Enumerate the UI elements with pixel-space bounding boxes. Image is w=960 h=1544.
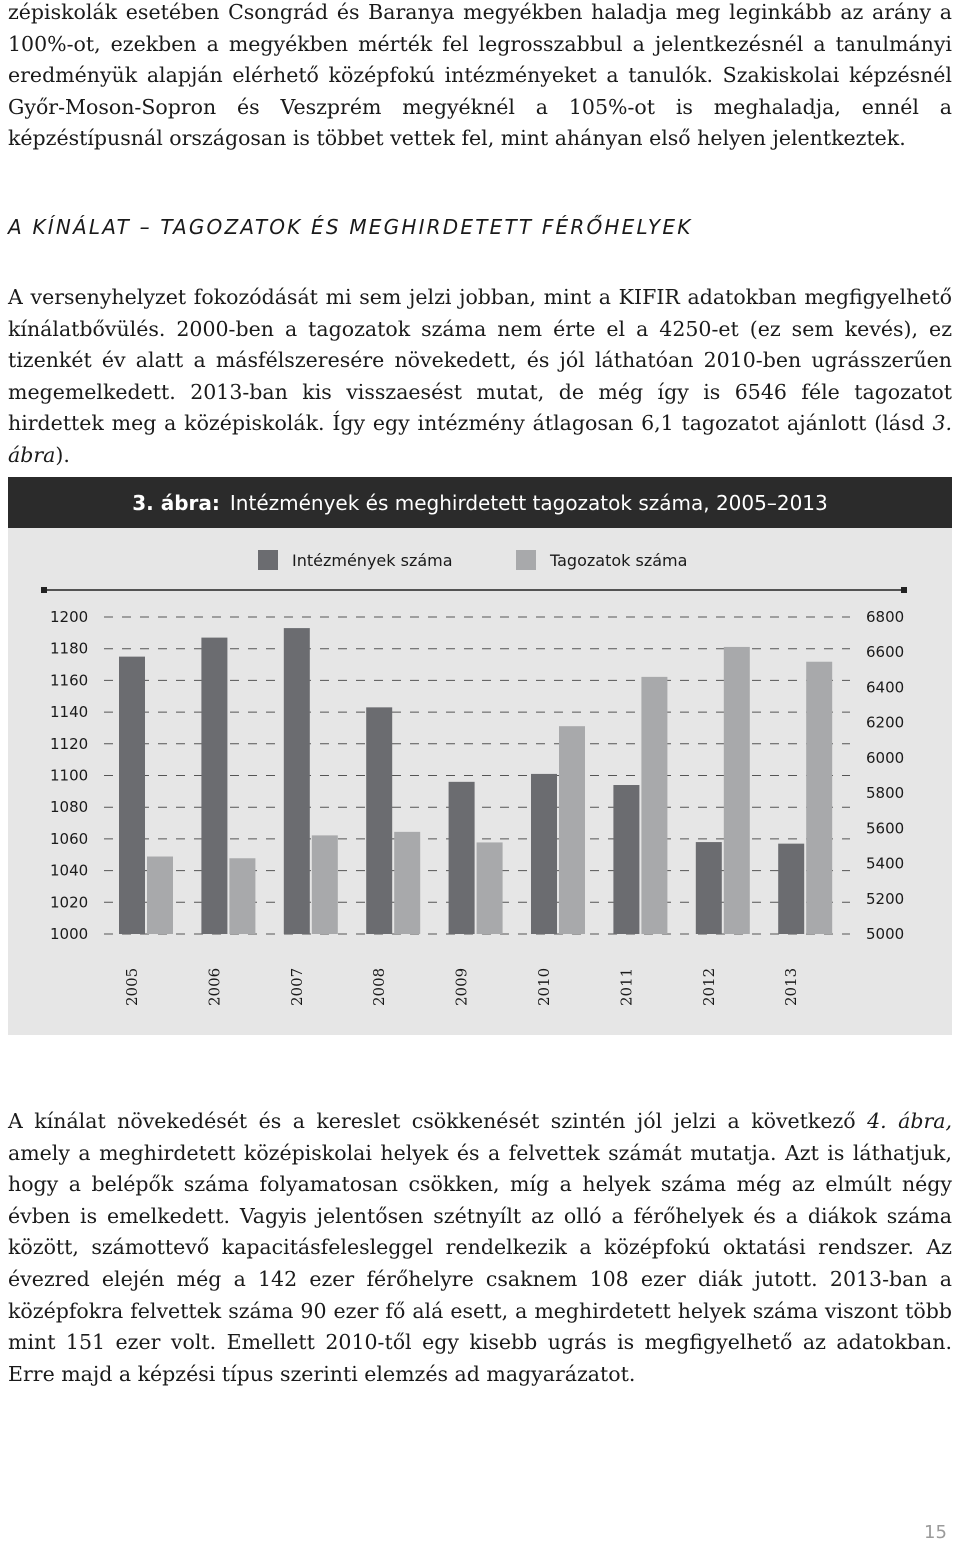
- y-left-tick-7: 1080: [50, 798, 89, 817]
- bar-intezmenyek-2007: [284, 628, 310, 934]
- bar-tagozatok-2009: [477, 842, 503, 934]
- y-left-tick-4: 1140: [50, 703, 89, 722]
- x-tick-2011: 2011: [617, 967, 636, 1006]
- page-number: 15: [924, 1522, 947, 1543]
- bar-intezmenyek-2005: [119, 657, 145, 934]
- figure-number: 3. ábra:: [132, 490, 220, 515]
- y-left-tick-6: 1100: [50, 766, 89, 785]
- legend-label-2: Tagozatok száma: [550, 551, 688, 570]
- y-right-tick-2: 6600: [866, 643, 905, 662]
- bottom-paragraph-text: amely a meghirdetett középiskolai helyek és a felvettek számát mutatja. Azt is láthatjuk, hogy a belépők száma folyamatosan csökken, míg a helyek száma még az elmúlt négy évben is emelkedett. Vagyis jelentősen szétnyílt az olló a férőhelyek és a diákok száma között, számottevő kapacitásfelesleggel rendelkezik a középfokú oktatási rendszer. Az évezred elején még a 142 ezer férőhelyre csaknem 108 ezer diák jutott. 2013-ban a középfokra felvettek száma 90 ezer fő alá esett, a meghirdetett helyek száma viszont több mint 151 ezer volt. Emellett 2010-től egy kisebb ugrás is megfigyelhető az adatokban. Erre majd a képzési típus szerinti elemzés ad magyarázatot.: [8, 1140, 952, 1386]
- bar-tagozatok-2005: [147, 857, 173, 934]
- x-tick-2013: 2013: [782, 967, 801, 1006]
- y-left-tick-3: 1160: [50, 671, 89, 690]
- legend-swatch-1: [258, 550, 278, 570]
- y-right-tick-10: 5000: [866, 925, 905, 943]
- x-tick-2005: 2005: [123, 967, 141, 1006]
- bar-tagozatok-2011: [641, 677, 667, 934]
- x-tick-2007: 2007: [287, 967, 306, 1006]
- bar-tagozatok-2008: [394, 832, 420, 934]
- bar-tagozatok-2010: [559, 726, 585, 934]
- y-left-tick-10: 1020: [50, 893, 89, 912]
- x-tick-2006: 2006: [205, 967, 224, 1006]
- top-paragraph: zépiskolák esetében Csongrád és Baranya megyékben haladja meg leginkább az arány a 100%-ot, ezekben a megyékben mérték fel legrosszabbul a jelentkezésnél a tanulmányi eredményük alapján elérhető középfokú intézményeket a tanulók. Szakiskolai képzésnél Győr-Moson-Sopron és Veszprém megyéknél a 105%-ot is meghaladja, ennél a képzéstípusnál országosan is többet vettek fel, mint ahányan első helyen jelentkeztek.: [8, 0, 952, 151]
- x-tick-2008: 2008: [370, 967, 389, 1006]
- y-right-tick-3: 6400: [866, 678, 905, 697]
- y-left-tick-11: 1000: [50, 925, 89, 943]
- bar-intezmenyek-2006: [201, 638, 227, 934]
- y-left-tick-1: 1200: [50, 608, 89, 626]
- y-right-tick-9: 5200: [866, 889, 905, 908]
- figure-reference: 3. ábra: [8, 411, 952, 467]
- y-left-tick-8: 1060: [50, 829, 89, 848]
- bar-tagozatok-2007: [312, 835, 338, 934]
- figure-reference-4: 4. ábra,: [867, 1109, 953, 1133]
- middle-paragraph-end: ).: [55, 442, 70, 467]
- bar-intezmenyek-2008: [366, 707, 392, 934]
- bottom-paragraph-lead: A kínálat növekedését és a kereslet csökkenését szintén jól jelzi a következő: [8, 1109, 868, 1133]
- y-left-tick-5: 1120: [50, 734, 89, 753]
- y-left-tick-2: 1180: [50, 639, 89, 658]
- figure-title: Intézmények és meghirdetett tagozatok száma, 2005–2013: [229, 490, 828, 515]
- middle-paragraph: [8, 282, 952, 472]
- bar-intezmenyek-2011: [613, 785, 639, 934]
- y-right-tick-6: 5800: [866, 784, 905, 803]
- bar-tagozatok-2006: [229, 858, 255, 934]
- y-right-tick-4: 6200: [866, 713, 905, 732]
- y-right-tick-7: 5600: [866, 819, 905, 838]
- chart-top-border-marker-right: [901, 587, 907, 593]
- bar-chart: [8, 528, 952, 1035]
- x-tick-2010: 2010: [535, 967, 553, 1006]
- bar-intezmenyek-2012: [696, 842, 722, 934]
- section-heading: A KÍNÁLAT – TAGOZATOK ÉS MEGHIRDETETT FÉRŐHELYEK: [8, 215, 693, 239]
- bar-intezmenyek-2013: [778, 844, 804, 934]
- bar-tagozatok-2013: [806, 662, 832, 934]
- bar-intezmenyek-2009: [449, 782, 475, 934]
- figure-header: [8, 477, 952, 528]
- y-right-tick-1: 6800: [866, 608, 905, 626]
- y-left-tick-9: 1040: [50, 861, 89, 880]
- bottom-paragraph: [8, 1106, 952, 1390]
- legend-label-1: Intézmények száma: [292, 551, 453, 570]
- y-right-tick-5: 6000: [866, 748, 905, 767]
- middle-paragraph-text: A versenyhelyzet fokozódását mi sem jelzi jobban, mint a KIFIR adatokban megfigyelhető kínálatbővülés. 2000-ben a tagozatok száma nem érte el a 4250-et (ez sem kevés), ez tizenkét év alatt a másfélszeresére növekedett, és jól láthatóan 2010-ben ugrásszerűen megemelkedett. 2013-ban kis visszaesést mutat, de még így is 6546 féle tagozatot hirdettek meg a középiskolák. Így egy intézmény átlagosan 6,1 tagozatot ajánlott (lásd: [8, 285, 952, 436]
- x-tick-2009: 2009: [452, 967, 471, 1006]
- x-tick-2012: 2012: [699, 967, 718, 1006]
- y-right-tick-8: 5400: [866, 854, 905, 873]
- bar-tagozatok-2012: [724, 647, 750, 934]
- legend-swatch-2: [516, 550, 536, 570]
- bar-intezmenyek-2010: [531, 774, 557, 934]
- figure-chart-panel: [8, 528, 952, 1035]
- chart-top-border-marker-left: [41, 587, 47, 593]
